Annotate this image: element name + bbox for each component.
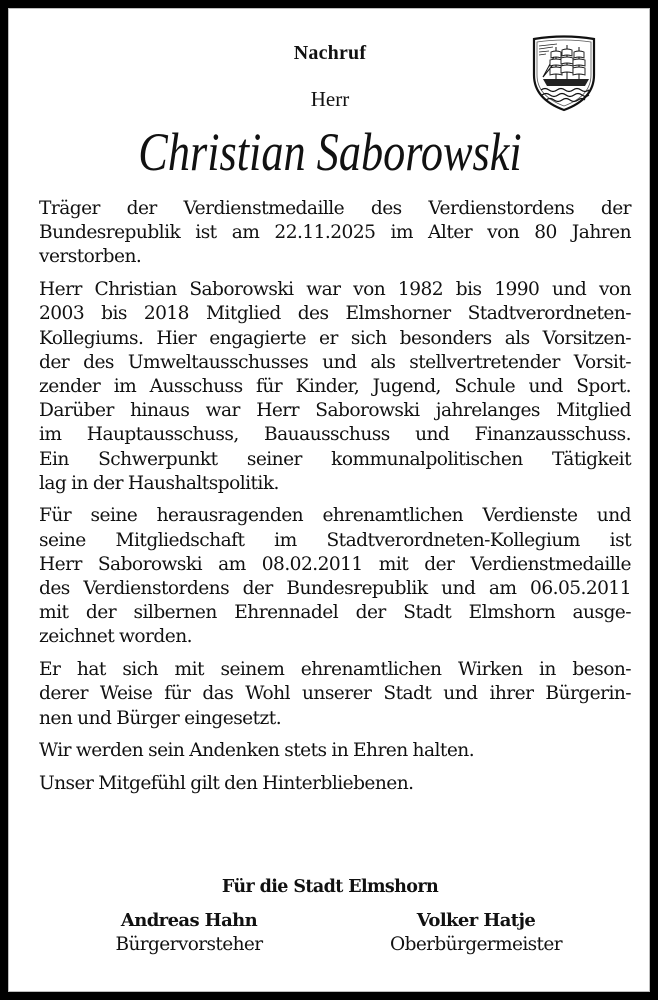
text-line: Darüber hinaus war Herr Saborowski jahrelanges Mitglied <box>39 400 631 422</box>
signer-role: Bürgervorsteher <box>115 934 263 955</box>
text-line: Bundesrepublik ist am 22.11.2025 im Alter von 80 Jahren <box>39 222 631 244</box>
text-line: Für seine herausragenden ehrenamtlichen Verdienste und <box>39 505 631 527</box>
text-line: Ein Schwerpunkt seiner kommunalpolitischen Tätigkeit <box>39 448 631 470</box>
notice-label: Nachruf <box>293 42 367 64</box>
signer-1 <box>89 909 289 957</box>
text-line: der des Umweltausschusses und als stellvertretender Vorsit- <box>39 351 631 373</box>
text-line: Er hat sich mit seinem ehrenamtlichen Wirken in beson- <box>39 659 631 681</box>
deceased-name: Christian Saborowski <box>138 122 522 182</box>
signature-title: Für die Stadt Elmshorn <box>221 877 439 897</box>
paragraph-tribute <box>39 658 631 731</box>
text-line: Unser Mitgefühl gilt den Hinterbliebenen. <box>39 772 414 794</box>
signer-role: Oberbürgermeister <box>390 934 562 955</box>
obituary-notice <box>8 8 650 992</box>
paragraph-condolence <box>39 772 631 796</box>
text-line: Träger der Verdienstmedaille des Verdienstordens der <box>39 198 631 219</box>
signer-2 <box>363 909 589 957</box>
salutation: Herr <box>310 87 350 111</box>
text-line: verstorben. <box>39 246 142 268</box>
text-line: mit der silbernen Ehrennadel der Stadt Elmshorn ausge- <box>39 602 631 624</box>
signer-name: Volker Hatje <box>416 910 536 931</box>
text-line: seine Mitgliedschaft im Stadtverordneten-Kollegium ist <box>39 529 631 551</box>
signer-name: Andreas Hahn <box>120 910 258 931</box>
text-line: Herr Saborowski am 08.02.2011 mit der Verdienstmedaille <box>39 553 631 575</box>
paragraph-remembrance <box>39 739 631 763</box>
text-line: nen und Bürger eingesetzt. <box>39 707 282 729</box>
text-line: Herr Christian Saborowski war von 1982 bis 1990 und von <box>39 279 631 301</box>
text-line: lag in der Haushaltspolitik. <box>39 472 279 494</box>
text-line: derer Weise für das Wohl unserer Stadt und ihrer Bürgerin- <box>39 683 631 705</box>
text-line: des Verdienstordens der Bundesrepublik und am 06.05.2011 <box>39 578 631 600</box>
paragraph-awards <box>39 504 631 649</box>
obituary-body <box>39 197 631 805</box>
text-line: zeichnet worden. <box>39 626 192 648</box>
text-line: Wir werden sein Andenken stets in Ehren halten. <box>39 740 475 762</box>
text-line: Kollegiums. Hier engagierte er sich besonders als Vorsitzen- <box>39 327 631 349</box>
text-line: im Hauptausschuss, Bauausschuss und Finanzausschuss. <box>39 424 631 446</box>
paragraph-career <box>39 278 631 496</box>
paragraph-honor <box>39 197 631 270</box>
text-line: 2003 bis 2018 Mitglied des Elmshorner Stadtverordneten- <box>39 303 631 325</box>
text-line: zender im Ausschuss für Kinder, Jugend, Schule und Sport. <box>39 375 631 397</box>
